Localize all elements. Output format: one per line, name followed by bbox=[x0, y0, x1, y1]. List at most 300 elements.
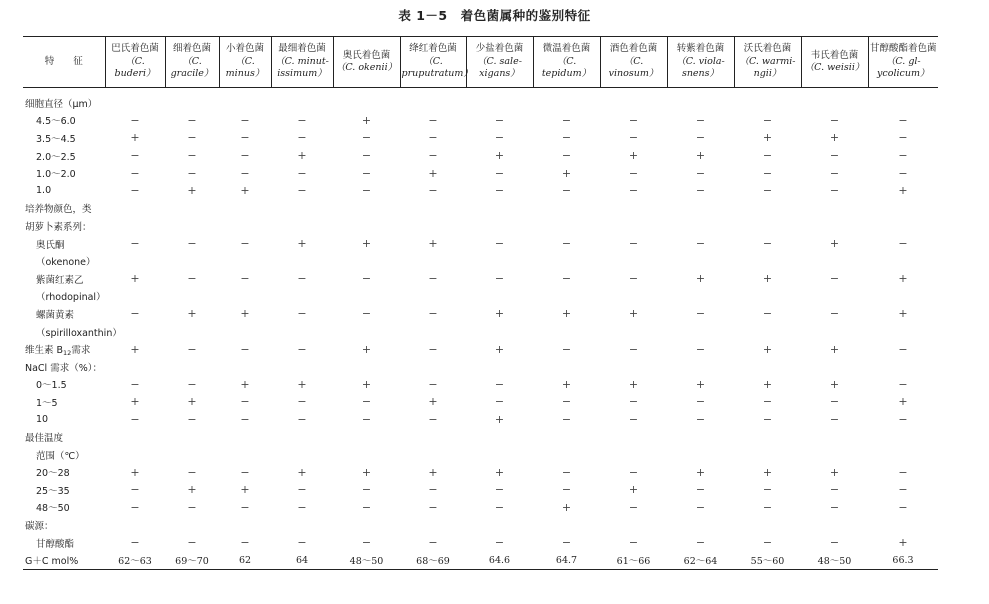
row-label-text: 维生素 B bbox=[25, 344, 64, 356]
table-cell: + bbox=[829, 377, 840, 391]
table-cell: − bbox=[297, 307, 307, 321]
table-cell: + bbox=[361, 237, 372, 251]
row-label bbox=[23, 217, 105, 235]
table-cell: − bbox=[762, 307, 773, 321]
row-label bbox=[23, 551, 105, 569]
table-cell: − bbox=[695, 131, 706, 145]
species-scientific-name: （C. gl-ycolicum） bbox=[877, 55, 930, 80]
row-label-text: 细胞直径（μm） bbox=[25, 98, 98, 110]
table-cell bbox=[219, 288, 271, 306]
table-cell bbox=[219, 516, 271, 534]
table-cell: 68～69 bbox=[400, 551, 466, 569]
table-cell: − bbox=[187, 131, 197, 145]
table-cell bbox=[466, 428, 533, 446]
row-label-text: 3.5～4.5 bbox=[36, 133, 76, 145]
table-cell: − bbox=[628, 412, 639, 426]
table-row bbox=[23, 393, 938, 411]
table-cell: − bbox=[361, 272, 372, 286]
table-cell: − bbox=[130, 500, 140, 514]
table-cell bbox=[165, 200, 219, 218]
table-cell bbox=[801, 288, 868, 306]
table-cell: − bbox=[898, 412, 908, 426]
table-cell: − bbox=[628, 395, 639, 409]
table-cell: 61～66 bbox=[600, 551, 667, 569]
table-cell: − bbox=[187, 166, 197, 180]
row-label bbox=[23, 235, 105, 253]
table-cell bbox=[271, 446, 333, 464]
table-cell bbox=[271, 516, 333, 534]
row-label-text: NaCl 需求（%）： bbox=[25, 362, 102, 374]
table-cell bbox=[105, 200, 165, 218]
table-cell: 62～63 bbox=[105, 551, 165, 569]
table-cell bbox=[533, 200, 600, 218]
table-cell bbox=[734, 516, 801, 534]
table-cell: − bbox=[240, 342, 250, 356]
table-cell: − bbox=[762, 500, 773, 514]
table-cell: − bbox=[695, 237, 706, 251]
table-cell: − bbox=[130, 536, 140, 550]
table-cell: + bbox=[561, 500, 572, 514]
table-cell: + bbox=[494, 465, 505, 479]
table-cell: + bbox=[130, 465, 140, 479]
table-cell bbox=[165, 217, 219, 235]
species-header bbox=[734, 37, 801, 88]
table-cell: − bbox=[829, 500, 840, 514]
species-header bbox=[466, 37, 533, 88]
row-label-text: （okenone） bbox=[36, 257, 96, 269]
table-cell: − bbox=[898, 131, 908, 145]
row-label-text: 螺菌黄素 bbox=[36, 309, 75, 321]
table-cell bbox=[533, 288, 600, 306]
table-cell bbox=[400, 288, 466, 306]
table-cell: + bbox=[628, 307, 639, 321]
table-cell: − bbox=[428, 500, 438, 514]
table-cell bbox=[868, 200, 938, 218]
table-cell: − bbox=[561, 395, 572, 409]
table-cell: 55～60 bbox=[734, 551, 801, 569]
table-cell: − bbox=[829, 536, 840, 550]
row-label-text: 1.0～2.0 bbox=[36, 169, 76, 181]
row-label bbox=[23, 534, 105, 552]
table-cell: − bbox=[628, 184, 639, 198]
table-cell bbox=[533, 428, 600, 446]
table-cell bbox=[105, 88, 165, 112]
table-cell: − bbox=[297, 131, 307, 145]
table-cell: + bbox=[428, 395, 438, 409]
species-scientific-name: （C. viola-snens） bbox=[676, 55, 725, 80]
row-label-text: 奥氏酮 bbox=[36, 239, 65, 251]
row-label bbox=[23, 376, 105, 394]
table-cell: − bbox=[829, 166, 840, 180]
table-cell: − bbox=[762, 412, 773, 426]
table-cell: + bbox=[762, 131, 773, 145]
table-cell bbox=[667, 88, 734, 112]
table-cell: + bbox=[898, 272, 908, 286]
table-cell: + bbox=[695, 149, 706, 163]
table-cell bbox=[165, 288, 219, 306]
table-cell: − bbox=[187, 465, 197, 479]
species-chinese-name: 巴氏着色菌 bbox=[111, 43, 159, 55]
table-cell bbox=[333, 252, 400, 270]
table-cell: + bbox=[130, 131, 140, 145]
table-cell: − bbox=[762, 166, 773, 180]
table-cell: − bbox=[695, 483, 706, 497]
row-label-text: 1.0 bbox=[36, 185, 52, 197]
table-cell: − bbox=[361, 412, 372, 426]
table-cell bbox=[466, 323, 533, 341]
table-cell bbox=[533, 323, 600, 341]
species-chinese-name: 沃氏着色菌 bbox=[743, 43, 792, 55]
table-cell: − bbox=[494, 483, 505, 497]
table-cell: 62～64 bbox=[667, 551, 734, 569]
table-cell: − bbox=[187, 412, 197, 426]
table-cell bbox=[333, 323, 400, 341]
row-label bbox=[23, 270, 105, 288]
table-cell bbox=[801, 200, 868, 218]
species-scientific-name: （C. okenii） bbox=[335, 62, 398, 73]
table-cell: − bbox=[240, 149, 250, 163]
table-cell: − bbox=[898, 166, 908, 180]
row-label bbox=[23, 129, 105, 147]
table-row bbox=[23, 446, 938, 464]
table-cell bbox=[734, 446, 801, 464]
table-cell: − bbox=[829, 307, 840, 321]
table-cell: − bbox=[695, 307, 706, 321]
row-label-text: 20～28 bbox=[36, 468, 70, 480]
row-label bbox=[23, 147, 105, 165]
table-cell: − bbox=[187, 536, 197, 550]
table-row bbox=[23, 516, 938, 534]
table-cell bbox=[400, 446, 466, 464]
table-cell bbox=[271, 88, 333, 112]
table-cell: + bbox=[628, 377, 639, 391]
table-cell: + bbox=[494, 149, 505, 163]
table-cell: − bbox=[494, 184, 505, 198]
table-cell: + bbox=[130, 395, 140, 409]
row-label-text: 0～1.5 bbox=[36, 380, 67, 392]
row-label bbox=[23, 393, 105, 411]
table-cell bbox=[801, 88, 868, 112]
table-cell bbox=[533, 516, 600, 534]
table-cell bbox=[801, 358, 868, 376]
table-cell bbox=[466, 200, 533, 218]
species-scientific-name: （C. minut-issimum） bbox=[275, 55, 329, 80]
table-cell: − bbox=[829, 272, 840, 286]
table-cell: − bbox=[494, 237, 505, 251]
table-row bbox=[23, 235, 938, 253]
table-cell bbox=[868, 323, 938, 341]
table-cell bbox=[219, 323, 271, 341]
table-cell: − bbox=[762, 237, 773, 251]
table-cell: − bbox=[297, 342, 307, 356]
table-cell bbox=[400, 217, 466, 235]
table-cell: − bbox=[762, 184, 773, 198]
table-cell: + bbox=[628, 149, 639, 163]
table-cell: + bbox=[428, 166, 438, 180]
table-row bbox=[23, 252, 938, 270]
table-row bbox=[23, 323, 938, 341]
table-cell: − bbox=[428, 113, 438, 127]
species-chinese-name: 小着色菌 bbox=[225, 43, 264, 55]
table-cell bbox=[105, 217, 165, 235]
table-cell: − bbox=[130, 149, 140, 163]
species-scientific-name: （C. gracile） bbox=[170, 55, 214, 80]
table-cell bbox=[868, 446, 938, 464]
table-cell: − bbox=[187, 237, 197, 251]
table-cell bbox=[400, 428, 466, 446]
table-cell: + bbox=[494, 307, 505, 321]
species-chinese-name: 韦氏着色菌 bbox=[810, 49, 859, 61]
table-cell: − bbox=[240, 500, 250, 514]
row-label-text: 范围（℃） bbox=[36, 450, 85, 462]
table-cell bbox=[734, 200, 801, 218]
table-cell: + bbox=[240, 307, 250, 321]
table-cell: − bbox=[240, 131, 250, 145]
table-cell: − bbox=[898, 483, 908, 497]
table-cell: − bbox=[829, 483, 840, 497]
table-cell bbox=[400, 200, 466, 218]
row-label-text: 甘醇酸酯 bbox=[36, 538, 75, 550]
species-header bbox=[600, 37, 667, 88]
table-cell bbox=[734, 428, 801, 446]
row-label bbox=[23, 88, 105, 112]
table-cell: + bbox=[297, 465, 307, 479]
table-cell: − bbox=[130, 237, 140, 251]
table-cell: − bbox=[829, 395, 840, 409]
table-cell: − bbox=[494, 113, 505, 127]
table-cell: 48～50 bbox=[333, 551, 400, 569]
table-cell bbox=[667, 288, 734, 306]
row-label bbox=[23, 200, 105, 218]
table-cell: − bbox=[829, 412, 840, 426]
table-cell bbox=[333, 358, 400, 376]
table-cell bbox=[165, 428, 219, 446]
species-header bbox=[533, 37, 600, 88]
table-cell: − bbox=[762, 536, 773, 550]
species-chinese-name: 微温着色菌 bbox=[542, 43, 591, 55]
table-cell: − bbox=[494, 131, 505, 145]
table-cell bbox=[734, 358, 801, 376]
table-row bbox=[23, 376, 938, 394]
table-cell: + bbox=[762, 377, 773, 391]
table-cell: − bbox=[494, 377, 505, 391]
table-cell bbox=[868, 358, 938, 376]
table-cell bbox=[165, 323, 219, 341]
table-cell bbox=[667, 200, 734, 218]
table-cell bbox=[165, 252, 219, 270]
table-cell: + bbox=[187, 184, 197, 198]
table-cell: − bbox=[361, 131, 372, 145]
table-cell: − bbox=[628, 166, 639, 180]
table-cell bbox=[105, 428, 165, 446]
table-cell: − bbox=[361, 483, 372, 497]
table-cell: + bbox=[130, 272, 140, 286]
table-cell: + bbox=[829, 237, 840, 251]
table-cell: + bbox=[561, 377, 572, 391]
table-cell bbox=[219, 252, 271, 270]
table-cell: − bbox=[695, 342, 706, 356]
table-cell: + bbox=[240, 483, 250, 497]
table-cell: − bbox=[297, 412, 307, 426]
table-cell: − bbox=[297, 500, 307, 514]
table-cell: − bbox=[240, 412, 250, 426]
table-cell bbox=[400, 252, 466, 270]
table-cell: + bbox=[829, 342, 840, 356]
table-cell: − bbox=[762, 395, 773, 409]
table-cell: − bbox=[297, 166, 307, 180]
table-title: 表 1－5 着色菌属种的鉴别特征 bbox=[398, 8, 591, 23]
table-cell: − bbox=[494, 395, 505, 409]
table-row bbox=[23, 534, 938, 552]
row-label-text: 4.5～6.0 bbox=[36, 116, 76, 128]
table-cell: − bbox=[494, 536, 505, 550]
species-scientific-name: （C. tepidum） bbox=[541, 55, 592, 80]
table-row bbox=[23, 340, 938, 358]
table-cell: − bbox=[628, 500, 639, 514]
table-cell: − bbox=[561, 272, 572, 286]
row-label bbox=[23, 323, 122, 341]
table-cell: − bbox=[561, 184, 572, 198]
table-cell: − bbox=[561, 149, 572, 163]
table-cell: − bbox=[187, 113, 197, 127]
table-cell bbox=[271, 288, 333, 306]
table-cell bbox=[219, 88, 271, 112]
row-label-text: 48～50 bbox=[36, 503, 70, 515]
table-cell: + bbox=[297, 377, 307, 391]
row-label bbox=[23, 499, 105, 517]
table-row bbox=[23, 358, 938, 376]
table-cell: − bbox=[297, 113, 307, 127]
table-cell: − bbox=[628, 536, 639, 550]
table-cell: − bbox=[898, 113, 908, 127]
table-cell: − bbox=[297, 184, 307, 198]
table-cell bbox=[868, 288, 938, 306]
row-label-text: 25～35 bbox=[36, 485, 70, 497]
table-cell bbox=[667, 252, 734, 270]
table-cell: + bbox=[829, 465, 840, 479]
table-cell bbox=[219, 446, 271, 464]
row-label bbox=[23, 463, 105, 481]
table-cell: + bbox=[898, 184, 908, 198]
table-cell bbox=[667, 358, 734, 376]
table-row bbox=[23, 288, 938, 306]
table-cell: − bbox=[829, 113, 840, 127]
table-cell: + bbox=[695, 377, 706, 391]
table-cell: − bbox=[361, 307, 372, 321]
table-cell: + bbox=[130, 342, 140, 356]
row-label bbox=[23, 164, 105, 182]
table-cell bbox=[734, 288, 801, 306]
table-row bbox=[23, 499, 938, 517]
table-cell: − bbox=[187, 342, 197, 356]
table-cell bbox=[801, 323, 868, 341]
table-cell bbox=[600, 428, 667, 446]
table-cell: − bbox=[428, 536, 438, 550]
row-label-text: 1～5 bbox=[36, 397, 58, 409]
table-cell bbox=[466, 516, 533, 534]
species-header bbox=[333, 37, 400, 88]
table-cell: − bbox=[130, 307, 140, 321]
row-label bbox=[23, 340, 105, 358]
table-cell: − bbox=[428, 149, 438, 163]
table-row bbox=[23, 305, 938, 323]
table-cell bbox=[400, 88, 466, 112]
species-header bbox=[271, 37, 333, 88]
table-cell bbox=[533, 217, 600, 235]
table-cell bbox=[734, 217, 801, 235]
row-label-text: 最佳温度 bbox=[25, 433, 64, 445]
table-cell: + bbox=[898, 307, 908, 321]
table-row bbox=[23, 551, 938, 569]
table-body bbox=[23, 88, 938, 570]
table-cell bbox=[271, 428, 333, 446]
table-cell: + bbox=[187, 395, 197, 409]
table-cell: 62 bbox=[219, 551, 271, 569]
table-cell: + bbox=[361, 377, 372, 391]
row-label-text: 紫菌红素乙 bbox=[36, 274, 84, 286]
table-cell bbox=[466, 288, 533, 306]
table-cell: − bbox=[762, 149, 773, 163]
species-chinese-name: 甘醇酸酯着色菌 bbox=[869, 43, 937, 55]
table-cell: − bbox=[240, 395, 250, 409]
table-cell: + bbox=[187, 483, 197, 497]
table-cell: − bbox=[628, 465, 639, 479]
row-label bbox=[23, 358, 105, 376]
table-cell bbox=[466, 88, 533, 112]
table-cell bbox=[333, 446, 400, 464]
table-cell: − bbox=[561, 536, 572, 550]
table-cell: − bbox=[494, 500, 505, 514]
table-cell: − bbox=[240, 166, 250, 180]
table-cell: − bbox=[240, 113, 250, 127]
table-cell: − bbox=[428, 307, 438, 321]
table-cell bbox=[734, 323, 801, 341]
table-cell: − bbox=[361, 166, 372, 180]
table-cell bbox=[271, 323, 333, 341]
table-cell: − bbox=[187, 377, 197, 391]
table-cell: − bbox=[561, 131, 572, 145]
row-label-text: 2.0～2.5 bbox=[36, 151, 76, 163]
table-cell: − bbox=[561, 113, 572, 127]
table-cell bbox=[667, 428, 734, 446]
table-cell bbox=[105, 516, 165, 534]
table-row bbox=[23, 411, 938, 429]
table-cell: − bbox=[130, 412, 140, 426]
table-cell: − bbox=[240, 536, 250, 550]
table-row bbox=[23, 200, 938, 218]
table-cell: + bbox=[695, 465, 706, 479]
table-cell bbox=[333, 516, 400, 534]
row-label bbox=[23, 182, 105, 200]
table-cell: − bbox=[130, 166, 140, 180]
row-label bbox=[23, 446, 105, 464]
table-cell: − bbox=[628, 237, 639, 251]
row-label bbox=[23, 252, 105, 270]
table-cell bbox=[105, 288, 165, 306]
table-cell bbox=[105, 358, 165, 376]
table-cell: − bbox=[898, 500, 908, 514]
table-cell bbox=[333, 217, 400, 235]
table-cell bbox=[333, 428, 400, 446]
table-cell: 66.3 bbox=[868, 551, 938, 569]
table-cell bbox=[600, 516, 667, 534]
table-cell: + bbox=[628, 483, 639, 497]
row-label-text: 培养物颜色，类 bbox=[25, 204, 92, 216]
table-cell bbox=[600, 446, 667, 464]
table-cell: − bbox=[561, 237, 572, 251]
table-cell: + bbox=[240, 184, 250, 198]
table-cell bbox=[868, 88, 938, 112]
